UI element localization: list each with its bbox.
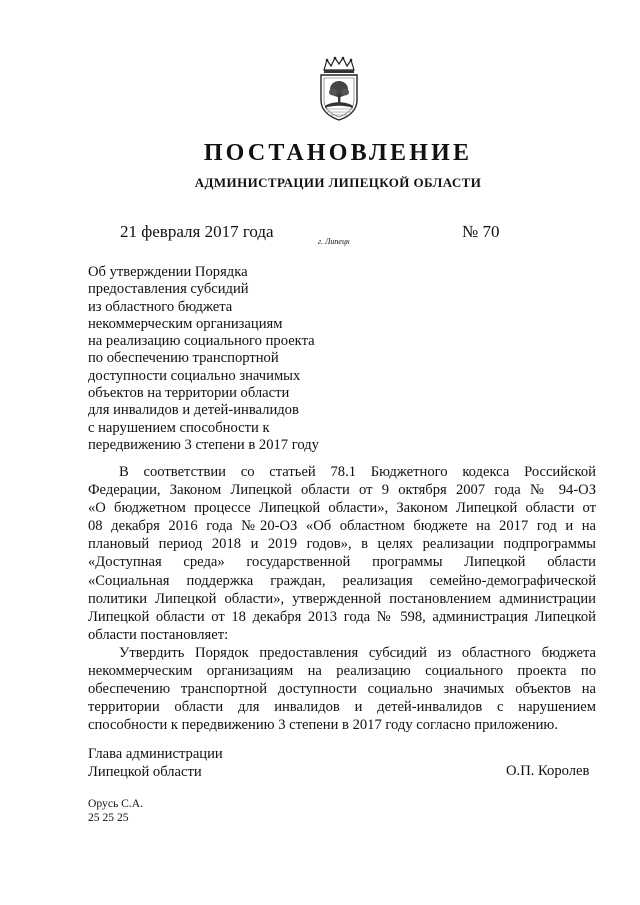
- document-date: 21 февраля 2017 года: [120, 222, 274, 241]
- signature-name: О.П. Королев: [506, 763, 590, 779]
- document-number: № 70: [462, 222, 500, 241]
- heading-line: для инвалидов и детей-инвалидов: [88, 402, 299, 419]
- document-subtitle: АДМИНИСТРАЦИИ ЛИПЕЦКОЙ ОБЛАСТИ: [194, 175, 482, 190]
- heading-line: из областного бюджета: [88, 298, 233, 315]
- body-line: «О бюджетном процессе Липецкой области», Законом Липецкой области от: [88, 500, 596, 517]
- executor-info: [88, 797, 143, 825]
- heading-line: с нарушением способности к: [88, 419, 270, 436]
- body-line: Утвердить Порядок предоставления субсидий из областного бюджета: [119, 644, 596, 661]
- lipetsk-coat-of-arms-icon: [316, 56, 362, 122]
- document-city: г. Липецк: [318, 237, 350, 246]
- body-line: «Доступная среда» государственной программы Липецкой области: [88, 554, 596, 571]
- body-line: В соответствии со статьей 78.1 Бюджетного кодекса Российской: [119, 464, 596, 480]
- body-line: способности к передвижению 3 степени в 2017 году согласно приложению.: [88, 717, 558, 734]
- document-title: ПОСТАНОВЛЕНИЕ: [203, 140, 473, 166]
- document-heading: [88, 264, 319, 454]
- executor-name: Орусь С.А.: [88, 797, 144, 810]
- body-line: политики Липецкой области», утвержденной постановлением администрации: [88, 590, 596, 607]
- heading-line: Об утверждении Порядка: [88, 264, 248, 280]
- body-line: территории области для инвалидов и детей-инвалидов с нарушением: [88, 699, 596, 716]
- heading-line: по обеспечению транспортной: [88, 350, 279, 367]
- heading-line: передвижению 3 степени в 2017 году: [88, 436, 319, 453]
- heading-line: доступности социально значимых: [88, 367, 301, 384]
- heading-line: предоставления субсидий: [88, 281, 249, 298]
- body-line: Липецкой области от 18 декабря 2013 года № 598, администрация Липецкой: [88, 608, 596, 625]
- body-line: некоммерческим организациям на реализацию социального проекта по: [88, 663, 596, 680]
- body-line: «Социальная поддержка граждан, реализация семейно-демографической: [88, 572, 596, 589]
- heading-line: некоммерческим организациям: [88, 315, 283, 332]
- body-line: обеспечению транспортной доступности социально значимых объектов на: [88, 681, 596, 698]
- body-line: области постановляет:: [88, 626, 229, 643]
- body-line: плановый период 2018 и 2019 годов», в целях реализации подпрограммы: [88, 536, 596, 553]
- signature-position: [88, 745, 223, 781]
- heading-line: на реализацию социального проекта: [88, 333, 315, 350]
- body-line: Федерации, Законом Липецкой области от 9 октября 2007 года № 94-ОЗ: [88, 482, 596, 499]
- document-body: [88, 463, 596, 734]
- executor-phone: 25 25 25: [88, 811, 129, 824]
- signature-position-line: Липецкой области: [88, 764, 202, 781]
- body-line: 08 декабря 2016 года №20-ОЗ «Об областном бюджете на 2017 год и на: [88, 518, 596, 535]
- signature-position-line: Глава администрации: [88, 746, 223, 762]
- heading-line: объектов на территории области: [88, 385, 290, 402]
